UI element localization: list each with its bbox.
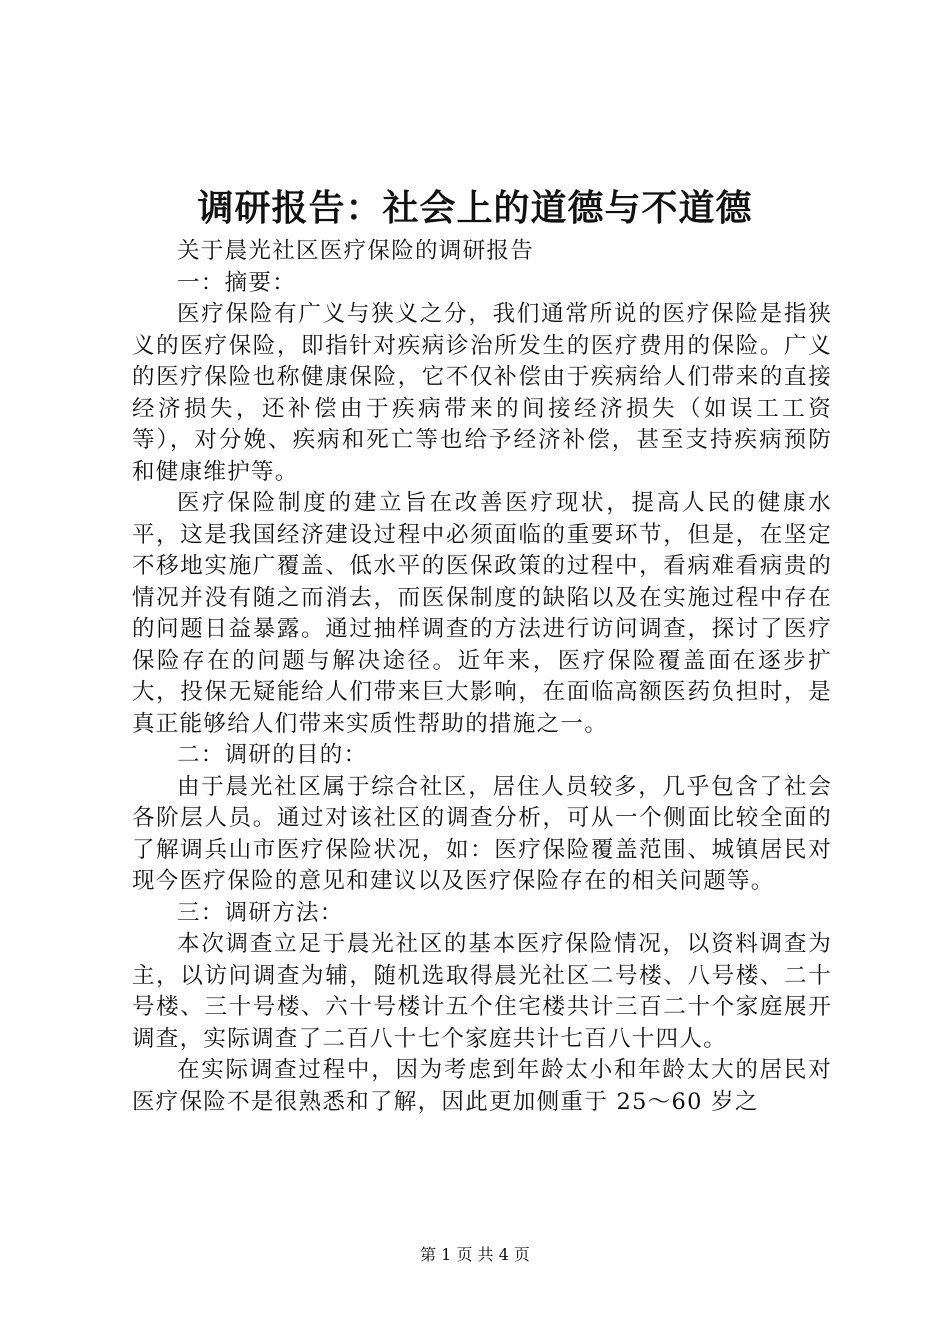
paragraph-abstract-definition: 医疗保险有广义与狭义之分，我们通常所说的医疗保险是指狭义的医疗保险，即指针对疾病诊治所发生的医疗费用的保险。广义的医疗保险也称健康保险，它不仅补偿由于疾病给人们带来的直接经济损失，还补偿由于疾病带来的间接经济损失（如误工工资等），对分娩、疾病和死亡等也给予经济补偿，甚至支持疾病预防和健康维护等。 bbox=[132, 301, 832, 485]
document-body bbox=[132, 236, 832, 1118]
paragraph-abstract-system: 医疗保险制度的建立旨在改善医疗现状，提高人民的健康水平，这是我国经济建设过程中必须面临的重要环节，但是，在坚定不移地实施广覆盖、低水平的医保政策的过程中，看病难看病贵的情况并没有随之而消去，而医保制度的缺陷以及在实施过程中存在的问题日益暴露。通过抽样调查的方法进行访问调查，探讨了医疗保险存在的问题与解决途径。近年来，医疗保险覆盖面在逐步扩大，投保无疑能给人们带来巨大影响，在面临高额医药负担时，是真正能够给人们带来实质性帮助的措施之一。 bbox=[132, 490, 832, 737]
section-heading-method: 三：调研方法： bbox=[177, 899, 344, 926]
section-heading-purpose: 二：调研的目的： bbox=[177, 742, 368, 768]
paragraph-purpose: 由于晨光社区属于综合社区，居住人员较多，几乎包含了社会各阶层人员。通过对该社区的调查分析，可从一个侧面比较全面的了解调兵山市医疗保险状况，如：医疗保险覆盖范围、城镇居民对现今医疗保险的意见和建议以及医疗保险存在的相关问题等。 bbox=[132, 773, 832, 894]
document-title: 调研报告：社会上的道德与不道德 bbox=[197, 187, 753, 229]
paragraph-survey-process: 在实际调查过程中，因为考虑到年龄太小和年龄太大的居民对医疗保险不是很熟悉和了解，因此更加侧重于 25～60 岁之 bbox=[132, 1057, 832, 1115]
report-subtitle: 关于晨光社区医疗保险的调研报告 bbox=[177, 238, 535, 264]
paragraph-method: 本次调查立足于晨光社区的基本医疗保险情况，以资料调查为主，以访问调查为辅，随机选取得晨光社区二号楼、八号楼、二十号楼、三十号楼、六十号楼计五个住宅楼共计三百二十个家庭展开调查，实际调查了二百八十七个家庭共计七百八十四人。 bbox=[132, 931, 832, 1052]
section-heading-abstract: 一：摘要： bbox=[177, 269, 297, 296]
page-footer: 第 1 页 共 4 页 bbox=[420, 1245, 530, 1264]
